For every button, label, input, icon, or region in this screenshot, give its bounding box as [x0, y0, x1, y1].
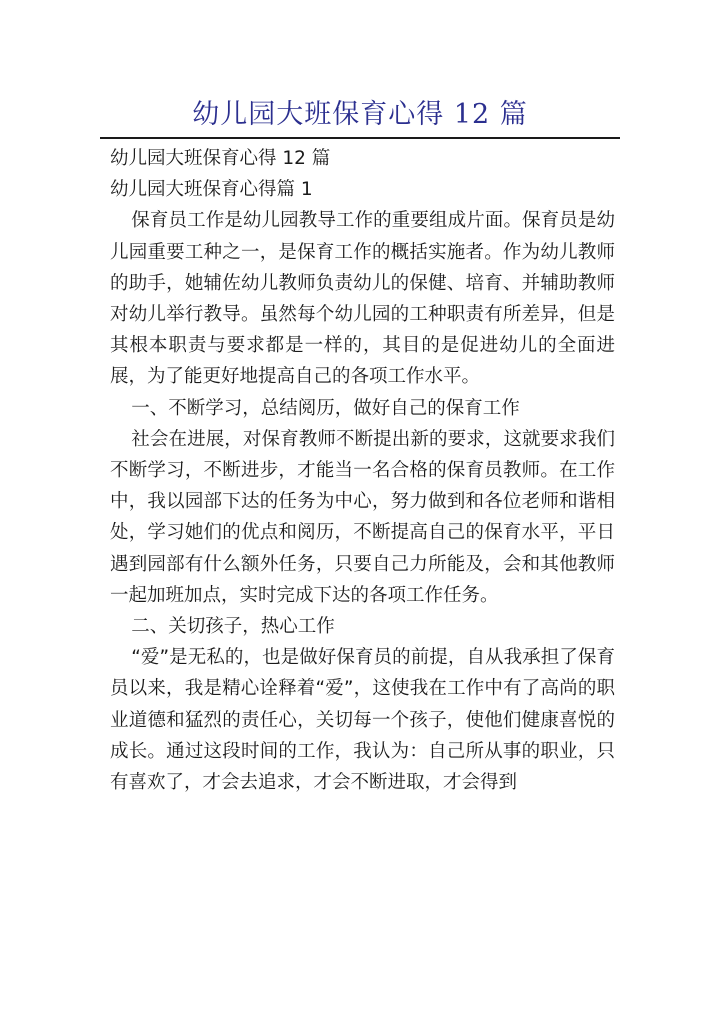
section-heading-1: 一、不断学习，总结阅历，做好自己的保育工作 [131, 397, 520, 419]
document-title: 幼儿园大班保育心得 12 篇 [192, 99, 528, 130]
document-body [110, 143, 615, 798]
paragraph-learning: 社会在进展，对保育教师不断提出新的要求，这就要求我们不断学习，不断进步，才能当一名合格的保育员教师。在工作中，我以园部下达的任务为中心，努力做到和各位老师和谐相处，学习她们的优点和阅历，不断提高自己的保育水平，平日遇到园部有什么额外任务，只要自己力所能及，会和其他教师一起加班加点，实时完成下达的各项工作任务。 [110, 428, 615, 606]
section-heading-2: 二、关切孩子，热心工作 [131, 616, 335, 638]
paragraph-care: “爱”是无私的，也是做好保育员的前提，自从我承担了保育员以来，我是精心诠释着“爱”，这使我在工作中有了高尚的职业道德和猛烈的责任心，关切每一个孩子，使他们健康喜悦的成长。通过这段时间的工作，我认为：自己所从事的职业，只有喜欢了，才会去追求，才会不断进取，才会得到 [110, 647, 615, 794]
paragraph-intro: 保育员工作是幼儿园教导工作的重要组成片面。保育员是幼儿园重要工种之一，是保育工作的概括实施者。作为幼儿教师的助手，她辅佐幼儿教师负责幼儿的保健、培育、并辅助教师对幼儿举行教导。虽然每个幼儿园的工种职责有所差异，但是其根本职责与要求都是一样的，其目的是促进幼儿的全面进展，为了能更好地提高自己的各项工作水平。 [110, 210, 615, 388]
document-subtitle: 幼儿园大班保育心得 12 篇 [110, 148, 331, 169]
section-label: 幼儿园大班保育心得篇 1 [110, 179, 313, 201]
title-divider [100, 137, 620, 139]
